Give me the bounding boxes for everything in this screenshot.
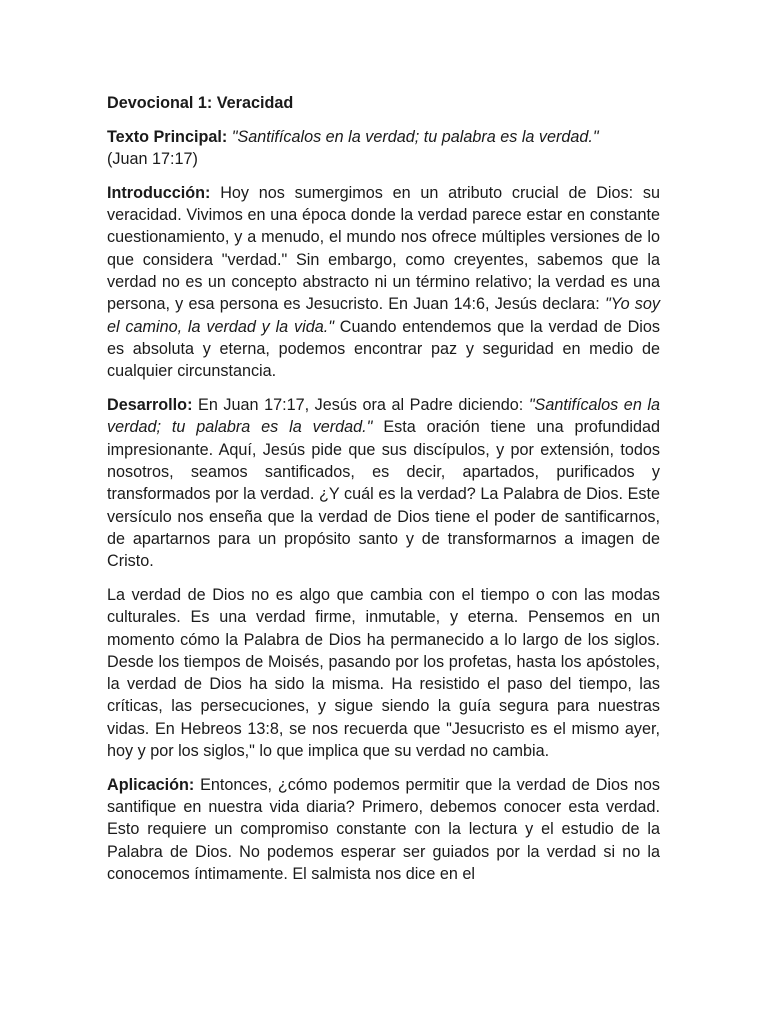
document-title: Devocional 1: Veracidad <box>107 94 294 112</box>
development-label: Desarrollo: <box>107 396 193 415</box>
introduction-text-2: Cuando entendemos que la verdad de Dios es absoluta y eterna, podemos encontrar paz y seguridad en medio de cualquier circunstancia. <box>107 317 660 381</box>
introduction-quote: "Yo soy el camino, la verdad y la vida." <box>107 295 660 336</box>
truth-paragraph: La verdad de Dios no es algo que cambia con el tiempo o con las modas culturales. Es una verdad firme, inmutable, y eterna. Pensemos en un momento cómo la Palabra de Dios ha permanecido a lo largo de los siglos. Desde los tiempos de Moisés, pasando por los profetas, hasta los apóstoles, la verdad de Dios ha sido la misma. Ha resistido el paso del tiempo, las críticas, las persecuciones, y sigue siendo la guía segura para nuestras vidas. En Hebreos 13:8, se nos recuerda que "Jesucristo es el mismo ayer, hoy y por los siglos," lo que implica que su verdad no cambia. <box>107 585 660 761</box>
development-paragraph <box>107 394 660 572</box>
main-text-label: Texto Principal: <box>107 127 228 146</box>
development-text-1: En Juan 17:17, Jesús ora al Padre diciendo: <box>192 396 529 415</box>
main-text-paragraph <box>107 126 660 171</box>
application-text: Entonces, ¿cómo podemos permitir que la verdad de Dios nos santifique en nuestra vida diaria? Primero, debemos conocer esta verdad. Esto requiere un compromiso constante con la lectura y el estudio de la Palabra de Dios. No podemos esperar ser guiados por la verdad si no la conocemos íntimamente. El salmista nos dice en el <box>107 775 660 883</box>
introduction-label: Introducción: <box>107 183 211 202</box>
development-text-2: Esta oración tiene una profundidad impresionante. Aquí, Jesús pide que sus discípulos, y por extensión, todos nosotros, seamos santificados, es decir, apartados, purificados y transformados por la verdad. ¿Y cuál es la verdad? La Palabra de Dios. Este versículo nos enseña que la verdad de Dios tiene el poder de santificarnos, de apartarnos para un propósito santo y de transformarnos a imagen de Cristo. <box>107 418 660 571</box>
document-page <box>107 92 660 897</box>
introduction-paragraph <box>107 182 660 383</box>
application-paragraph <box>107 774 660 885</box>
application-label: Aplicación: <box>107 775 195 794</box>
main-text-quote: "Santifícalos en la verdad; tu palabra es la verdad." <box>231 127 599 146</box>
main-text-reference: (Juan 17:17) <box>107 150 198 169</box>
introduction-text-1: Hoy nos sumergimos en un atributo crucial de Dios: su veracidad. Vivimos en una época donde la verdad parece estar en constante cuestionamiento, y a menudo, el mundo nos ofrece múltiples versiones de lo que considera "verdad." Sin embargo, como creyentes, sabemos que la verdad no es un concepto abstracto ni un término relativo; la verdad es una persona, y esa persona es Jesucristo. En Juan 14:6, Jesús declara: <box>107 183 660 314</box>
development-quote: "Santifícalos en la verdad; tu palabra es la verdad." <box>107 396 660 437</box>
